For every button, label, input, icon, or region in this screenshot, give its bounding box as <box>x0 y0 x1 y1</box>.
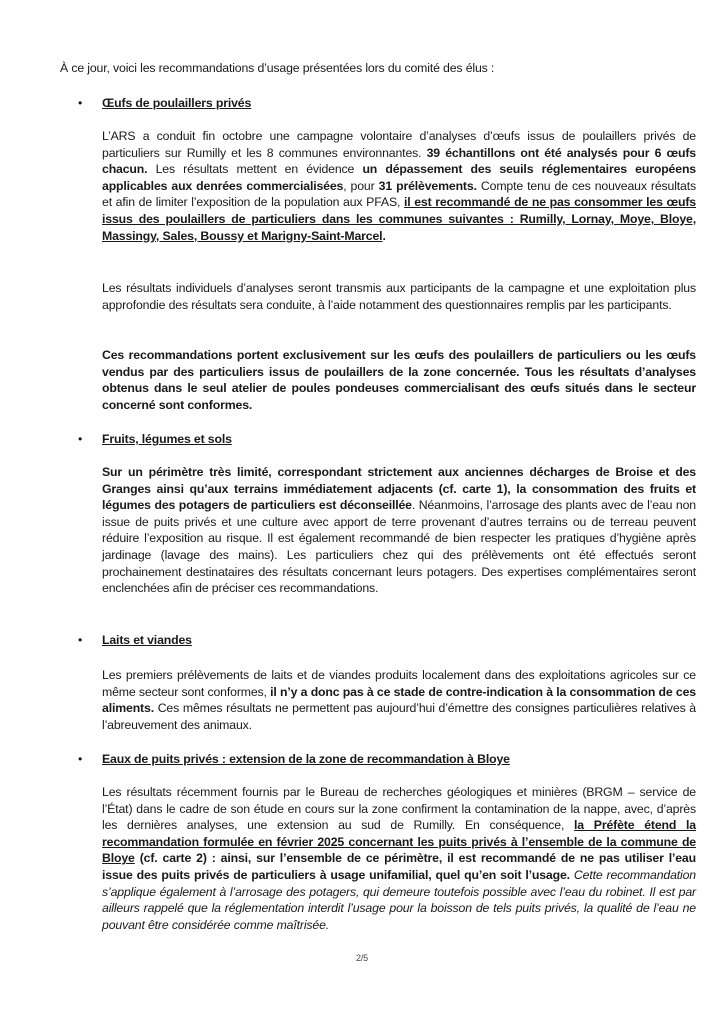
text-run: Les résultats mettent en évidence <box>147 162 363 177</box>
text-run: Les résultats récemment fournis par le Bureau de recherches géologiques et minières (BRGM – service de l’État) dans le cadre de son étude en cours sur la zone confirment la contamination de la nappe, avec, d’après les dernières analyses, une extension au sud de Rumilly. En conséquence, <box>102 785 696 833</box>
text-run: Les premiers prélèvements de laits et de viandes produits localement dans des exploitations agricoles sur ce même secteur sont conformes, <box>102 668 696 699</box>
section-title: Eaux de puits privés : extension de la zone de recommandation à Bloye <box>102 752 510 766</box>
bullet-icon: • <box>78 432 83 446</box>
section-title: Fruits, légumes et sols <box>102 432 232 446</box>
text-run: Ces recommandations portent exclusivement sur les œufs des poulaillers de particuliers ou les œufs vendus par des particuliers issus de poulaillers de la zone concernée. Tous les résultats d’analyses obtenus dans le seul atelier de poules pondeuses commercialisant des œufs situés dans le secteur concerné sont conformes. <box>102 348 696 412</box>
text-run: 39 échantillons ont été analysés pour 6 œufs chacun. <box>102 145 696 177</box>
paragraph <box>102 667 696 733</box>
paragraph <box>102 464 696 597</box>
text-run: . Néanmoins, l’arrosage des plants avec de l’eau non issue de puits privés et une culture avec apport de terre provenant d’autres terrains ou de terreau peuvent réduire l’exposition au risque. Il est également recommandé de bien respecter les pratiques d’hygiène après jardinage (lavage des mains). Les particuliers chez qui des prélèvements ont été effectués seront prochainement destinataires des résultats concernant leurs potagers. Des expertises complémentaires seront enclenchées afin de préciser ces recommandations. <box>102 498 696 596</box>
text-run: Cette recommandation s’applique également à l’arrosage des potagers, qui demeure toutefois possible avec l’eau du robinet. Il est par ailleurs rappelé que la réglementation interdit l’usage pour la boisson de tels puits privés, la qualité de l’eau ne pouvant être considérée comme maîtrisée. <box>102 867 696 932</box>
text-run: Ces mêmes résultats ne permettent pas aujourd’hui d’émettre des consignes particulières relatives à l’abreuvement des animaux. <box>102 701 696 732</box>
bullet-icon: • <box>78 96 83 110</box>
text-run: il est recommandé de ne pas consommer les œufs issus des poulaillers de particuliers dans les communes suivantes : Rumilly, Lornay, Moye, Bloye, Massingy, Sales, Boussy et Marigny-Saint-Marcel <box>102 195 696 243</box>
text-run: Les résultats individuels d’analyses seront transmis aux participants de la campagne et une exploitation plus approfondie des résultats sera conduite, à l’aide notamment des questionnaires remplis par les participants. <box>102 281 696 312</box>
text-run: un dépassement des seuils réglementaires européens applicables aux denrées commercialisées <box>102 162 696 193</box>
paragraph <box>102 347 696 413</box>
paragraph <box>102 128 696 244</box>
paragraph <box>102 784 696 933</box>
text-run: (cf. carte 2) : ainsi, sur l’ensemble de ce périmètre, il est recommandé de ne pas utiliser l’eau issue des puits privés de particuliers à usage unifamilial, quel qu’en soit l’usage. <box>102 851 696 882</box>
text-run: il n’y a donc pas à ce stade de contre-indication à la consommation de ces aliments. <box>102 684 696 716</box>
text-run: Compte tenu de ces nouveaux résultats et afin de limiter l’exposition de la population aux PFAS, <box>102 178 697 210</box>
page-number: 2/5 <box>355 953 369 963</box>
text-run: 31 prélèvements. <box>378 178 477 193</box>
text-run: . <box>382 228 386 243</box>
intro-text: À ce jour, voici les recommandations d’usage présentées lors du comité des élus : <box>60 61 495 75</box>
text-run: L’ARS a conduit fin octobre une campagne volontaire d’analyses d’œufs issus de poulaillers privés de particuliers sur Rumilly et les 8 communes environnantes. <box>102 129 696 160</box>
paragraph <box>102 280 696 313</box>
text-run: la Préfète étend la recommandation formulée en février 2025 concernant les puits privés à l’ensemble de la commune de Bloye <box>102 818 696 866</box>
bullet-icon: • <box>78 633 83 647</box>
text-run: , pour <box>343 178 379 193</box>
section-title: Laits et viandes <box>102 633 192 647</box>
section-title: Œufs de poulaillers privés <box>102 96 252 110</box>
text-run: Sur un périmètre très limité, correspondant strictement aux anciennes décharges de Broise et des Granges ainsi qu’aux terrains immédiatement adjacents (cf. carte 1), la consommation des fruits et légumes des potagers de particuliers est déconseillée <box>102 465 696 513</box>
bullet-icon: • <box>78 752 83 766</box>
